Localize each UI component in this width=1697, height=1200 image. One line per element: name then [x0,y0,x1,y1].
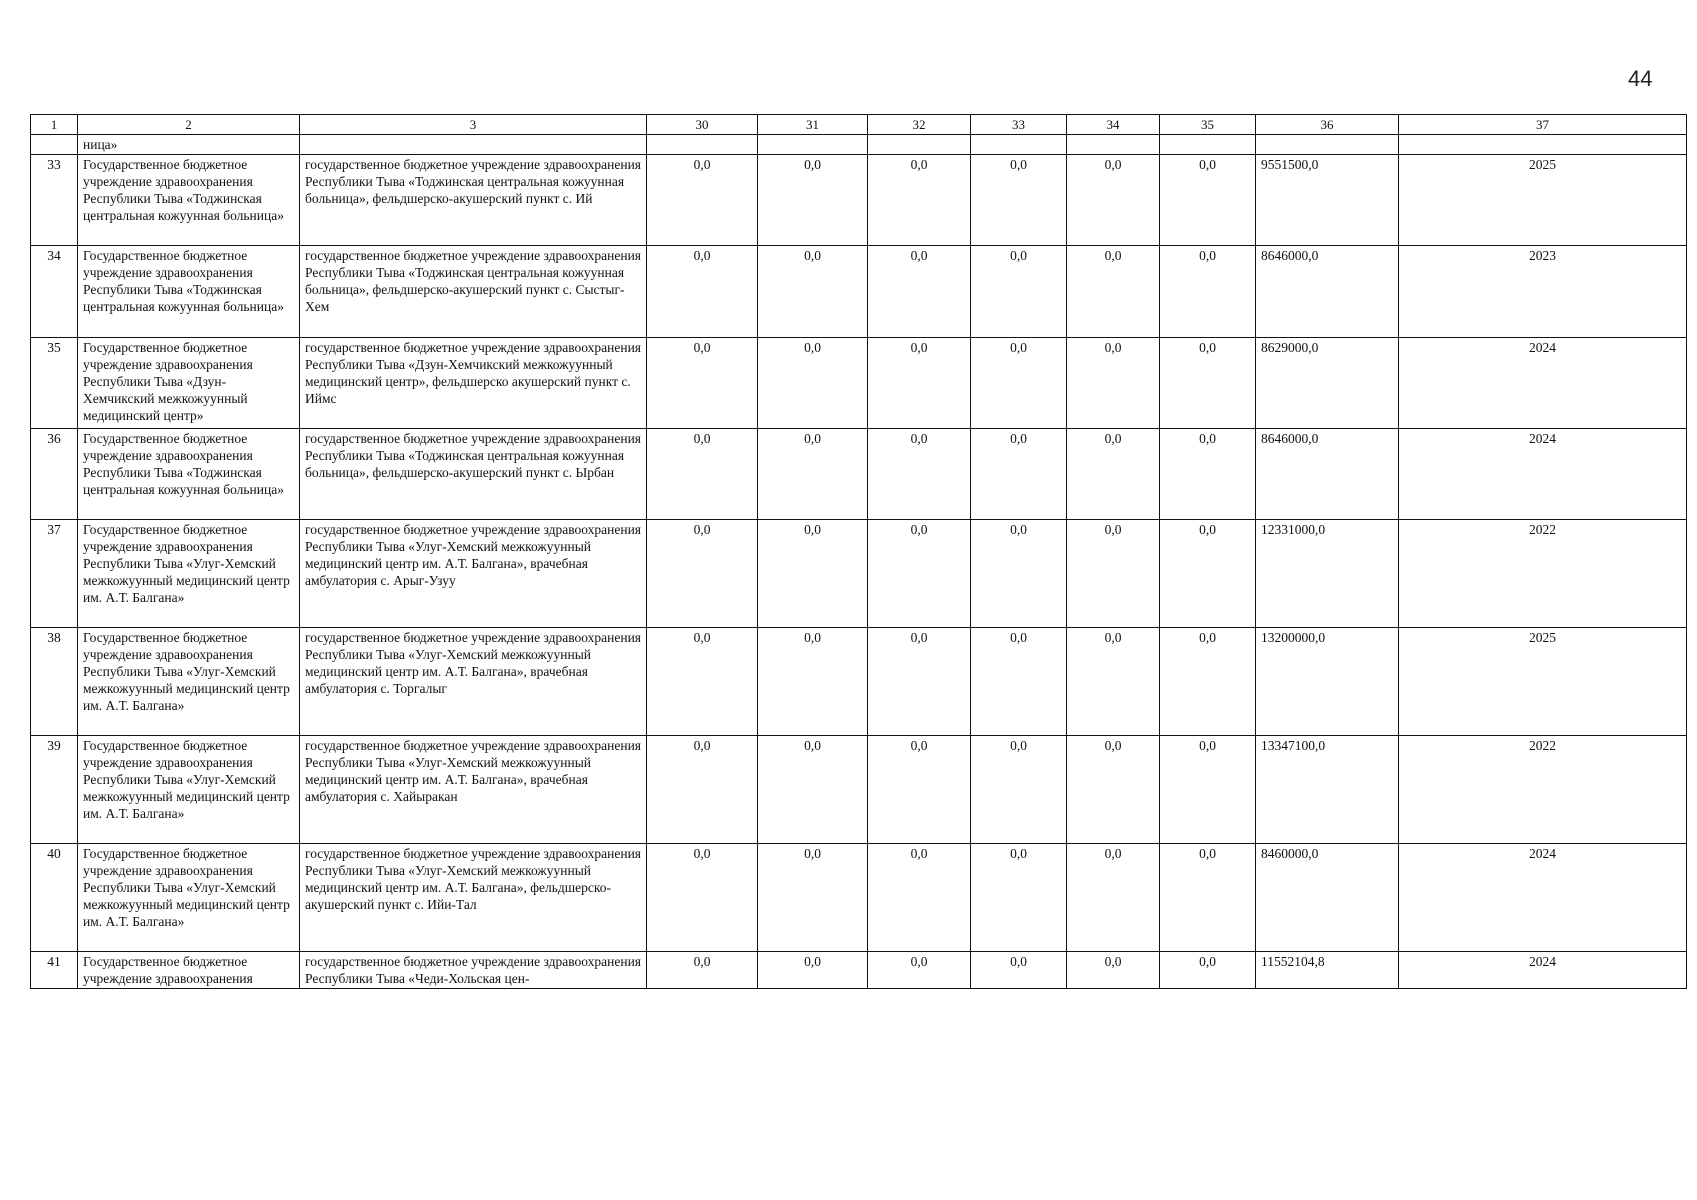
amount-cell: 13200000,0 [1256,628,1399,736]
value-cell-33: 0,0 [971,844,1067,952]
institution-cell: Государственное бюджетное учреждение здравоохранения Республики Тыва «Улуг-Хемский межкожуунный медицинский центр им. А.Т. Балгана» [78,844,300,952]
value-cell-32: 0,0 [868,952,971,989]
value-cell-35: 0,0 [1160,155,1256,246]
row-number: 36 [31,429,78,520]
table-row [31,155,1687,246]
value-cell-31: 0,0 [758,338,868,429]
value-cell-34: 0,0 [1067,246,1160,338]
value-cell-34: 0,0 [1067,736,1160,844]
value-cell-34: 0,0 [1067,628,1160,736]
header-cell: 34 [1067,115,1160,135]
value-cell-30: 0,0 [647,155,758,246]
institution-cell: Государственное бюджетное учреждение здравоохранения Республики Тыва «Тоджинская центральная кожуунная больница» [78,246,300,338]
value-cell-32: 0,0 [868,736,971,844]
year-cell: 2024 [1399,844,1687,952]
value-cell-32: 0,0 [868,246,971,338]
year-cell: 2022 [1399,520,1687,628]
facility-cell: государственное бюджетное учреждение здравоохранения Республики Тыва «Улуг-Хемский межкожуунный медицинский центр им. А.Т. Балгана», врачебная амбулатория с. Хайыракан [300,736,647,844]
value-cell-33: 0,0 [971,952,1067,989]
value-cell-34: 0,0 [1067,520,1160,628]
header-cell: 3 [300,115,647,135]
value-cell-35: 0,0 [1160,338,1256,429]
row-number: 34 [31,246,78,338]
value-cell-33: 0,0 [971,429,1067,520]
value-cell-34: 0,0 [1067,952,1160,989]
table-row [31,246,1687,338]
row-number: 35 [31,338,78,429]
value-cell-35: 0,0 [1160,952,1256,989]
institution-cell: Государственное бюджетное учреждение здравоохранения [78,952,300,989]
value-cell-30: 0,0 [647,338,758,429]
table-cell [1256,135,1399,155]
year-cell: 2025 [1399,628,1687,736]
table-row [31,520,1687,628]
facility-cell: государственное бюджетное учреждение здравоохранения Республики Тыва «Тоджинская центральная кожуунная больница», фельдшерско-акушерский пункт с. Сыстыг-Хем [300,246,647,338]
table-row [31,338,1687,429]
header-cell: 30 [647,115,758,135]
facility-cell: государственное бюджетное учреждение здравоохранения Республики Тыва «Улуг-Хемский межкожуунный медицинский центр им. А.Т. Балгана», фельдшерско-акушерский пункт с. Ийи-Тал [300,844,647,952]
institution-cell: Государственное бюджетное учреждение здравоохранения Республики Тыва «Тоджинская центральная кожуунная больница» [78,429,300,520]
value-cell-33: 0,0 [971,155,1067,246]
value-cell-32: 0,0 [868,338,971,429]
row-number: 37 [31,520,78,628]
continuation-row [31,135,1687,155]
header-cell: 37 [1399,115,1687,135]
amount-cell: 12331000,0 [1256,520,1399,628]
header-cell: 31 [758,115,868,135]
value-cell-31: 0,0 [758,246,868,338]
table-row [31,952,1687,989]
value-cell-32: 0,0 [868,155,971,246]
value-cell-34: 0,0 [1067,155,1160,246]
table-cell [1067,135,1160,155]
institution-cell: Государственное бюджетное учреждение здравоохранения Республики Тыва «Улуг-Хемский межкожуунный медицинский центр им. А.Т. Балгана» [78,628,300,736]
table-cell [971,135,1067,155]
value-cell-33: 0,0 [971,246,1067,338]
year-cell: 2024 [1399,952,1687,989]
facility-cell: государственное бюджетное учреждение здравоохранения Республики Тыва «Тоджинская центральная кожуунная больница», фельдшерско-акушерский пункт с. Ий [300,155,647,246]
value-cell-30: 0,0 [647,429,758,520]
value-cell-32: 0,0 [868,520,971,628]
amount-cell: 13347100,0 [1256,736,1399,844]
value-cell-35: 0,0 [1160,844,1256,952]
row-number: 33 [31,155,78,246]
facility-cell: государственное бюджетное учреждение здравоохранения Республики Тыва «Чеди-Хольская цен- [300,952,647,989]
value-cell-35: 0,0 [1160,628,1256,736]
row-number: 41 [31,952,78,989]
table-cell [647,135,758,155]
header-cell: 36 [1256,115,1399,135]
facility-cell: государственное бюджетное учреждение здравоохранения Республики Тыва «Дзун-Хемчикский межкожуунный медицинский центр», фельдшерско акушерский пункт с. Иймс [300,338,647,429]
value-cell-31: 0,0 [758,736,868,844]
value-cell-34: 0,0 [1067,338,1160,429]
value-cell-35: 0,0 [1160,246,1256,338]
value-cell-35: 0,0 [1160,429,1256,520]
header-cell: 33 [971,115,1067,135]
row-number: 40 [31,844,78,952]
value-cell-31: 0,0 [758,429,868,520]
header-row [31,115,1687,135]
value-cell-31: 0,0 [758,155,868,246]
header-cell: 32 [868,115,971,135]
value-cell-34: 0,0 [1067,844,1160,952]
continuation-text: ница» [78,135,300,155]
table-row [31,736,1687,844]
amount-cell: 8460000,0 [1256,844,1399,952]
data-table [30,114,1687,989]
header-cell: 2 [78,115,300,135]
value-cell-31: 0,0 [758,952,868,989]
value-cell-30: 0,0 [647,952,758,989]
table-cell [1160,135,1256,155]
facility-cell: государственное бюджетное учреждение здравоохранения Республики Тыва «Улуг-Хемский межкожуунный медицинский центр им. А.Т. Балгана», врачебная амбулатория с. Торгалыг [300,628,647,736]
institution-cell: Государственное бюджетное учреждение здравоохранения Республики Тыва «Улуг-Хемский межкожуунный медицинский центр им. А.Т. Балгана» [78,736,300,844]
value-cell-32: 0,0 [868,429,971,520]
facility-cell: государственное бюджетное учреждение здравоохранения Республики Тыва «Улуг-Хемский межкожуунный медицинский центр им. А.Т. Балгана», врачебная амбулатория с. Арыг-Узуу [300,520,647,628]
header-cell: 35 [1160,115,1256,135]
value-cell-33: 0,0 [971,628,1067,736]
amount-cell: 9551500,0 [1256,155,1399,246]
table-cell [758,135,868,155]
value-cell-33: 0,0 [971,736,1067,844]
institution-cell: Государственное бюджетное учреждение здравоохранения Республики Тыва «Улуг-Хемский межкожуунный медицинский центр им. А.Т. Балгана» [78,520,300,628]
value-cell-30: 0,0 [647,246,758,338]
institution-cell: Государственное бюджетное учреждение здравоохранения Республики Тыва «Тоджинская центральная кожуунная больница» [78,155,300,246]
year-cell: 2025 [1399,155,1687,246]
institution-cell: Государственное бюджетное учреждение здравоохранения Республики Тыва «Дзун-Хемчикский межкожуунный медицинский центр» [78,338,300,429]
table-row [31,844,1687,952]
page-number: 44 [1628,66,1653,91]
amount-cell: 11552104,8 [1256,952,1399,989]
value-cell-32: 0,0 [868,628,971,736]
table-row [31,628,1687,736]
value-cell-34: 0,0 [1067,429,1160,520]
table-cell [1399,135,1687,155]
table-row [31,429,1687,520]
value-cell-30: 0,0 [647,844,758,952]
table-cell [868,135,971,155]
table-cell [31,135,78,155]
row-number: 38 [31,628,78,736]
year-cell: 2024 [1399,429,1687,520]
header-cell: 1 [31,115,78,135]
value-cell-35: 0,0 [1160,736,1256,844]
value-cell-31: 0,0 [758,628,868,736]
amount-cell: 8646000,0 [1256,429,1399,520]
amount-cell: 8629000,0 [1256,338,1399,429]
value-cell-32: 0,0 [868,844,971,952]
amount-cell: 8646000,0 [1256,246,1399,338]
value-cell-35: 0,0 [1160,520,1256,628]
value-cell-30: 0,0 [647,736,758,844]
value-cell-33: 0,0 [971,520,1067,628]
year-cell: 2022 [1399,736,1687,844]
year-cell: 2023 [1399,246,1687,338]
table-cell [300,135,647,155]
value-cell-31: 0,0 [758,520,868,628]
value-cell-30: 0,0 [647,520,758,628]
row-number: 39 [31,736,78,844]
value-cell-30: 0,0 [647,628,758,736]
value-cell-33: 0,0 [971,338,1067,429]
value-cell-31: 0,0 [758,844,868,952]
facility-cell: государственное бюджетное учреждение здравоохранения Республики Тыва «Тоджинская центральная кожуунная больница», фельдшерско-акушерский пункт с. Ырбан [300,429,647,520]
year-cell: 2024 [1399,338,1687,429]
